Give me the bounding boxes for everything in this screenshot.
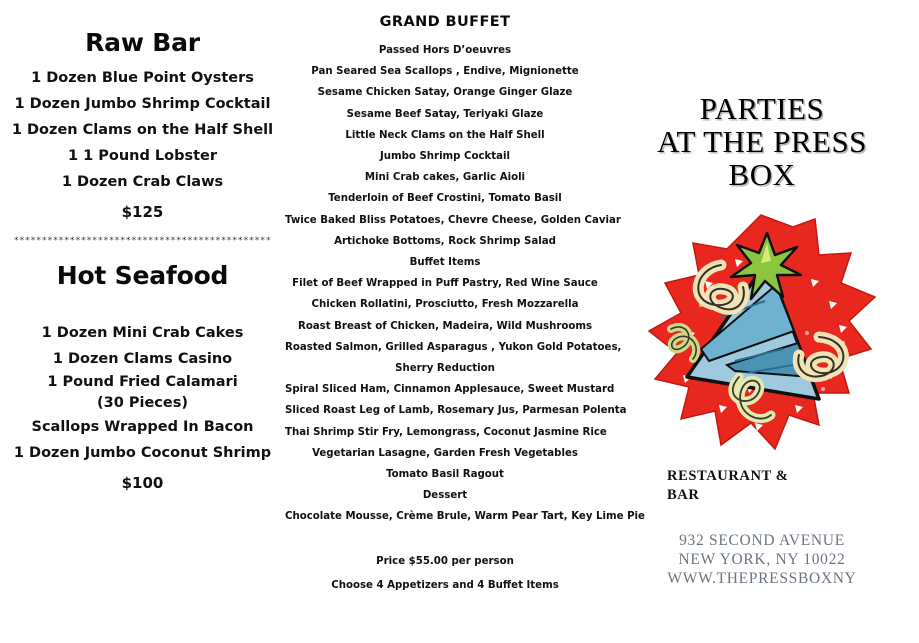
raw-bar-price: $125 bbox=[121, 203, 164, 221]
buffet-item: Filet of Beef Wrapped in Puff Pastry, Red Wine Sauce bbox=[292, 278, 598, 290]
buffet-item: Roast Breast of Chicken, Madeira, Wild Mushrooms bbox=[297, 320, 593, 332]
dessert-heading: Dessert bbox=[422, 490, 468, 502]
hot-seafood-item: Scallops Wrapped In Bacon bbox=[31, 419, 254, 435]
spacer bbox=[0, 298, 285, 320]
section-divider: ********************************************** bbox=[14, 236, 272, 246]
buffet-item: Tomato Basil Ragout bbox=[386, 469, 504, 481]
restaurant-subtitle-line: BAR bbox=[667, 487, 700, 503]
hot-seafood-item: 1 Pound Fried Calamari bbox=[47, 374, 238, 390]
appetizer-item: Mini Crab cakes, Garlic Aioli bbox=[364, 172, 526, 184]
buffet-items-heading: Buffet Items bbox=[409, 257, 481, 269]
restaurant-subtitle bbox=[605, 467, 919, 505]
hot-seafood-item-qualifier: (30 Pieces) bbox=[97, 395, 188, 411]
appetizer-item: Little Neck Clams on the Half Shell bbox=[345, 129, 545, 141]
raw-bar-title: Raw Bar bbox=[85, 28, 200, 57]
appetizer-item: Twice Baked Bliss Potatoes, Chevre Cheese, Golden Caviar bbox=[285, 214, 621, 226]
hot-seafood-item: 1 Dozen Jumbo Coconut Shrimp bbox=[13, 445, 272, 461]
buffet-pricing bbox=[285, 550, 605, 598]
buffet-item-continuation: Sherry Reduction bbox=[395, 363, 495, 375]
appetizer-item: Pan Seared Sea Scallops , Endive, Mignionette bbox=[311, 66, 579, 78]
buffet-item: Chicken Rollatini, Prosciutto, Fresh Mozzarella bbox=[311, 299, 579, 311]
buffet-price-note: Price $55.00 per person bbox=[376, 555, 514, 567]
appetizer-item: Artichoke Bottoms, Rock Shrimp Salad bbox=[334, 235, 556, 247]
buffet-item: Roasted Salmon, Grilled Asparagus , Yukon Gold Potatoes, bbox=[285, 341, 622, 353]
grand-buffet-title: GRAND BUFFET bbox=[379, 14, 511, 30]
raw-bar-section bbox=[0, 28, 285, 229]
buffet-item: Sliced Roast Leg of Lamb, Rosemary Jus, Parmesan Polenta bbox=[285, 405, 627, 417]
buffet-item: Vegetarian Lasagne, Garden Fresh Vegetables bbox=[312, 447, 578, 459]
raw-bar-item: 1 Dozen Crab Claws bbox=[61, 174, 224, 190]
grand-buffet-column bbox=[285, 0, 645, 598]
appetizer-item: Jumbo Shrimp Cocktail bbox=[379, 151, 511, 163]
address-block bbox=[605, 531, 919, 588]
logo-container bbox=[605, 209, 919, 459]
website-url[interactable]: WWW.THEPRESSBOXNY bbox=[667, 570, 857, 587]
brand-title-line: PARTIES bbox=[699, 91, 825, 126]
buffet-item: Spiral Sliced Ham, Cinnamon Applesauce, Sweet Mustard bbox=[285, 384, 615, 396]
hot-seafood-title: Hot Seafood bbox=[56, 261, 229, 290]
dessert-item: Chocolate Mousse, Crème Brule, Warm Pear Tart, Key Lime Pie bbox=[285, 511, 645, 523]
raw-bar-item: 1 Dozen Blue Point Oysters bbox=[31, 70, 254, 86]
hot-seafood-item: 1 Dozen Mini Crab Cakes bbox=[41, 325, 244, 341]
party-hat-logo bbox=[643, 209, 881, 459]
brand-title-line: BOX bbox=[728, 157, 796, 192]
hot-seafood-item: 1 Dozen Clams Casino bbox=[52, 351, 233, 367]
buffet-item: Thai Shrimp Stir Fry, Lemongrass, Coconut Jasmine Rice bbox=[285, 426, 607, 438]
appetizer-item: Sesame Chicken Satay, Orange Ginger Glaze bbox=[317, 87, 573, 99]
page-title bbox=[613, 92, 911, 191]
raw-bar-item: 1 Dozen Jumbo Shrimp Cocktail bbox=[14, 96, 271, 112]
appetizer-item: Sesame Beef Satay, Teriyaki Glaze bbox=[346, 108, 544, 120]
brand-column bbox=[605, 0, 919, 588]
left-menu-column bbox=[0, 0, 285, 500]
buffet-choose-note: Choose 4 Appetizers and 4 Buffet Items bbox=[331, 579, 559, 591]
appetizer-item: Tenderloin of Beef Crostini, Tomato Basil bbox=[328, 193, 562, 205]
address-city-state-zip: NEW YORK, NY 10022 bbox=[678, 551, 846, 568]
hot-seafood-section bbox=[0, 261, 285, 500]
raw-bar-item: 1 1 Pound Lobster bbox=[67, 148, 218, 164]
brand-title-line: AT THE PRESS bbox=[657, 124, 867, 159]
address-street: 932 SECOND AVENUE bbox=[679, 532, 845, 549]
restaurant-subtitle-line: RESTAURANT & bbox=[667, 468, 789, 484]
hot-seafood-price: $100 bbox=[121, 474, 164, 492]
raw-bar-item: 1 Dozen Clams on the Half Shell bbox=[11, 122, 274, 138]
appetizer-heading: Passed Hors D’oeuvres bbox=[378, 45, 512, 56]
